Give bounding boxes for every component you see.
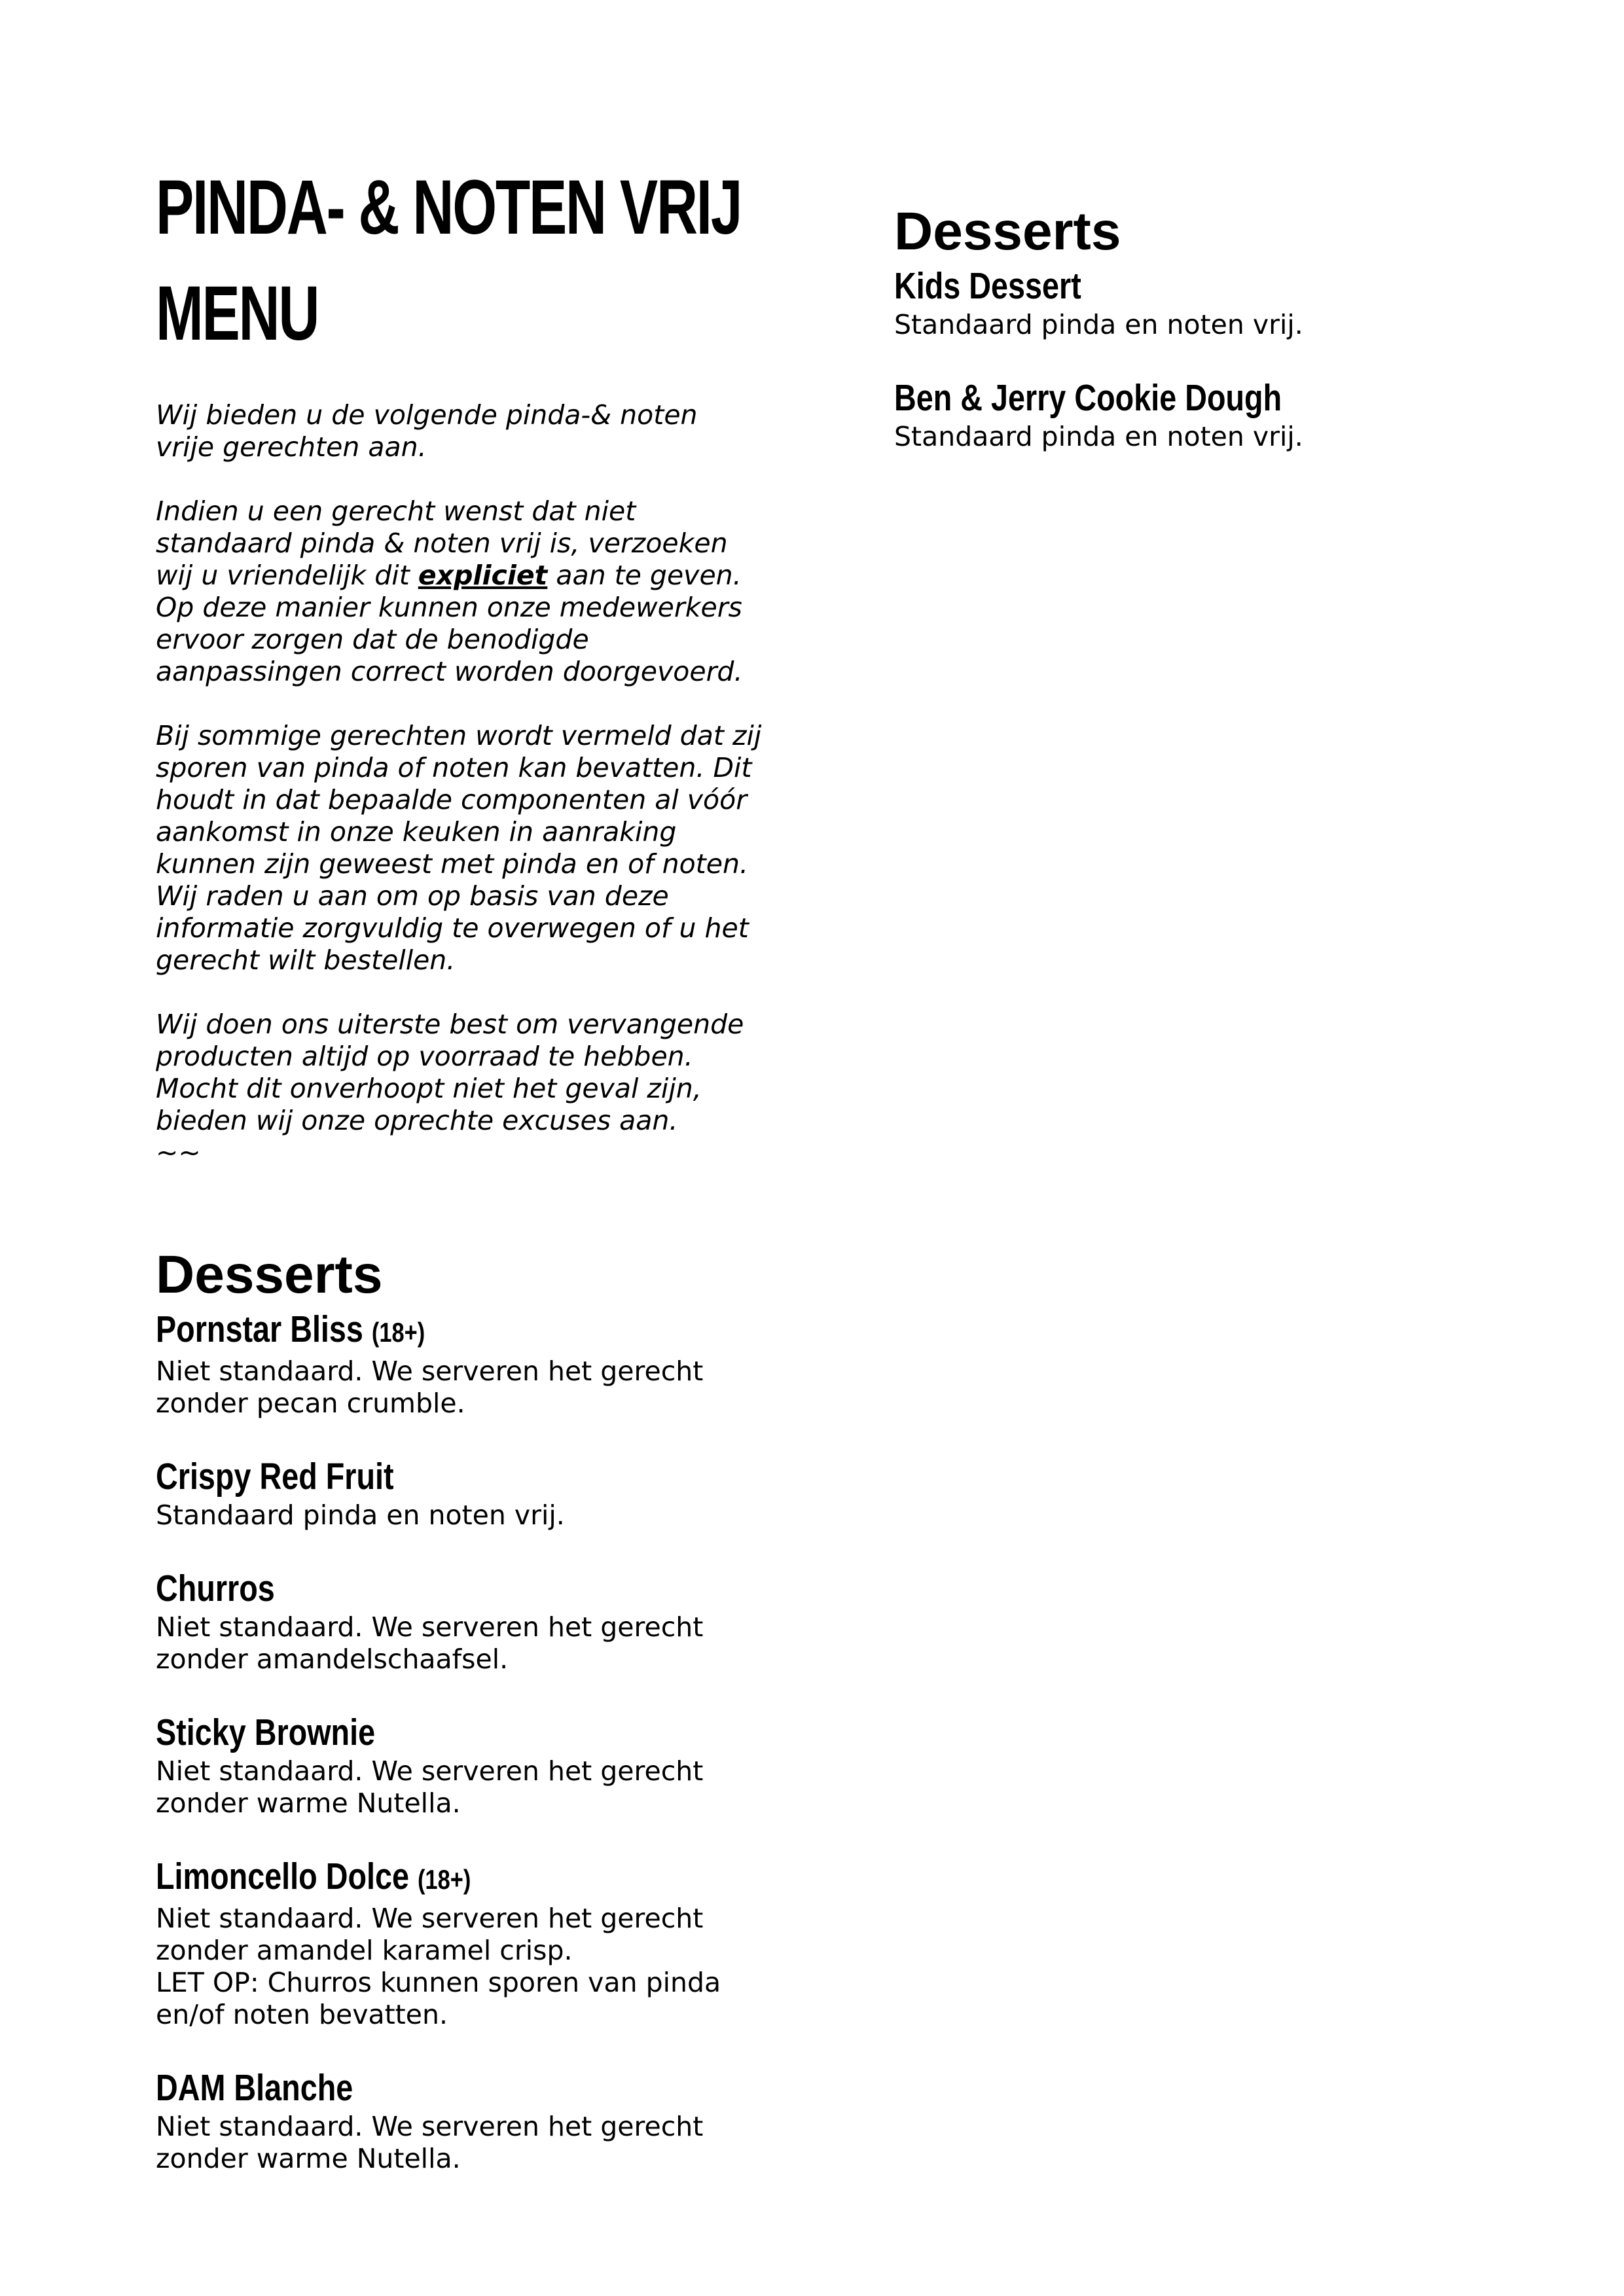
dessert-description: Niet standaard. We serveren het gerecht zonder amandel karamel crisp. LET OP: Churros kunnen sporen van pinda en/of noten bevatten. xyxy=(156,1903,721,2030)
menu-title xyxy=(156,154,741,367)
intro-emphasis-explicit: expliciet xyxy=(418,560,548,591)
intro-paragraph-2-end: aan te geven. Op deze manier kunnen onze medewerkers ervoor zorgen dat de benodigde aanpassingen correct worden doorgevoerd. xyxy=(156,560,743,687)
dessert-name-text: Pornstar Bliss xyxy=(156,1308,363,1350)
dessert-list xyxy=(156,1306,817,2175)
dessert-item xyxy=(894,263,1549,341)
dessert-name-text: Crispy Red Fruit xyxy=(156,1456,394,1498)
dessert-description: Standaard pinda en noten vrij. xyxy=(156,1499,565,1531)
dessert-name xyxy=(894,263,1431,309)
age-restriction-tag: (18+) xyxy=(417,1864,471,1895)
dessert-name xyxy=(156,1306,698,1355)
intro-divider-tilde: ~~ xyxy=(156,1137,201,1168)
intro-paragraph-2-start: Indien u een gerecht wenst dat niet standaard pinda & noten vrij is, verzoeken wij u vriendelijk dit xyxy=(156,495,728,591)
section-title: Desserts xyxy=(894,202,1121,261)
dessert-name-text: Sticky Brownie xyxy=(156,1712,376,1753)
dessert-item xyxy=(156,1454,817,1532)
dessert-name-text: DAM Blanche xyxy=(156,2067,353,2109)
intro-text xyxy=(156,399,817,1169)
desserts-section-right xyxy=(894,200,1549,487)
intro-paragraph-3: Bij sommige gerechten wordt vermeld dat zij sporen van pinda of noten kan bevatten. Dit houdt in dat bepaalde componenten al vóór aankomst in onze keuken in aanraking kunnen zijn geweest met pinda en of noten. Wij raden u aan om op basis van deze informatie zorgvuldig te overwegen of u het gerecht wilt bestellen. xyxy=(156,720,762,976)
dessert-name-text: Churros xyxy=(156,1568,275,1609)
dessert-name xyxy=(156,2065,698,2111)
dessert-item xyxy=(894,375,1549,453)
menu-title-line-1: PINDA- & NOTEN VRIJ xyxy=(156,164,742,251)
age-restriction-tag: (18+) xyxy=(371,1317,425,1348)
dessert-description: Niet standaard. We serveren het gerecht zonder pecan crumble. xyxy=(156,1355,704,1419)
intro-paragraph-2 xyxy=(156,495,817,688)
dessert-description: Standaard pinda en noten vrij. xyxy=(894,421,1303,452)
dessert-name xyxy=(156,1566,698,1611)
dessert-item xyxy=(156,1710,817,1820)
dessert-item xyxy=(156,2065,817,2175)
dessert-item xyxy=(156,1566,817,1676)
intro-paragraph-4: Wij doen ons uiterste best om vervangende producten altijd op voorraad te hebben. Mocht dit onverhoopt niet het geval zijn, bieden wij onze oprechte excuses aan. xyxy=(156,1009,744,1136)
dessert-name xyxy=(156,1854,698,1903)
dessert-name xyxy=(894,375,1431,421)
dessert-name xyxy=(156,1454,698,1499)
dessert-description: Niet standaard. We serveren het gerecht zonder warme Nutella. xyxy=(156,2111,704,2174)
section-title: Desserts xyxy=(156,1245,383,1304)
dessert-description: Niet standaard. We serveren het gerecht zonder warme Nutella. xyxy=(156,1755,704,1819)
dessert-name-text: Kids Dessert xyxy=(894,265,1081,307)
dessert-name-text: Ben & Jerry Cookie Dough xyxy=(894,377,1282,419)
dessert-item xyxy=(156,1306,817,1420)
dessert-name-text: Limoncello Dolce xyxy=(156,1856,409,1897)
dessert-list xyxy=(894,263,1549,453)
dessert-item xyxy=(156,1854,817,2031)
dessert-description: Standaard pinda en noten vrij. xyxy=(894,309,1303,340)
dessert-name xyxy=(156,1710,698,1755)
desserts-section-left xyxy=(156,1244,817,2209)
intro-paragraph-1: Wij bieden u de volgende pinda-& noten vrije gerechten aan. xyxy=(156,399,698,463)
menu-title-line-2: MENU xyxy=(156,270,319,357)
dessert-description: Niet standaard. We serveren het gerecht zonder amandelschaafsel. xyxy=(156,1611,704,1675)
